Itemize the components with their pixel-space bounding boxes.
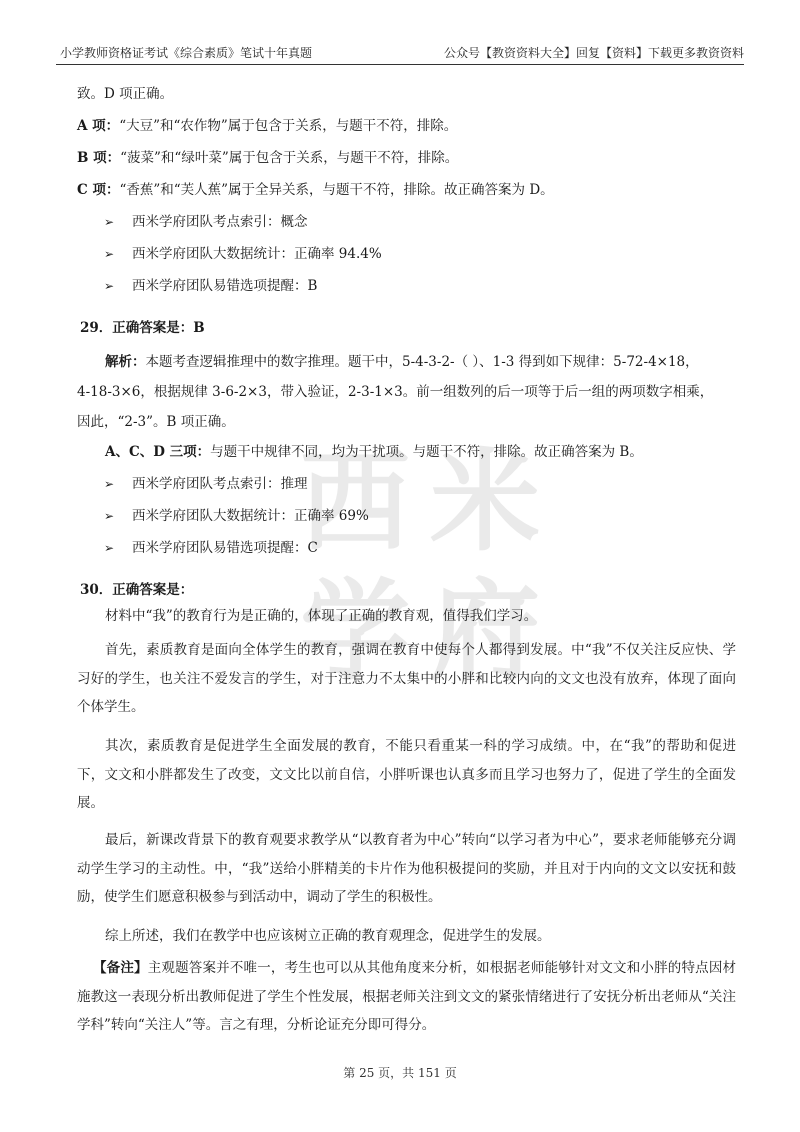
header-promo: 公众号【教资资料大全】回复【资料】下载更多教资资料 [443, 46, 744, 60]
q30-note [77, 954, 736, 1040]
page-header [56, 40, 744, 65]
note-text: 主观题答案并不唯一，考生也可以从其他角度来分析，如根据老师能够针对文文和小胖的特点因材施教这一表现分析出教师促进了学生个性发展，根据老师关注到文文的紧张情绪进行了安抚分析出老师从“关注学科”转向“关注人”等。言之有理，分析论证充分即可得分。 [77, 960, 737, 1033]
q30-paragraph-5: 综上所述，我们在教学中也应该树立正确的教育观理念，促进学生的发展。 [105, 928, 551, 944]
arrow-bullet-icon: ➢ [104, 279, 115, 293]
q28-bullet-stat [104, 240, 736, 268]
svg-text:米: 米 [430, 438, 540, 566]
q30-paragraph-3: 其次，素质教育是促进学生全面发展的教育，不能只看重某一科的学习成绩。中，在“我”的帮助和促进下，文文和小胖都发生了改变，文文比以前自信，小胖听课也认真多而且学习也努力了，促进了学生的全面发展。 [77, 738, 736, 811]
option-text: “香蕉”和“芙人蕉”属于全异关系，与题干不符，排除。故正确答案为 D。 [119, 182, 554, 198]
page-number: 第 25 页，共 151 页 [343, 1066, 457, 1080]
q28-option-c [77, 176, 736, 204]
q28-ending-line: 致。D 项正确。 [77, 86, 174, 102]
q30-paragraph-2: 首先，素质教育是面向全体学生的教育，强调在教育中使每个人都得到发展。中“我”不仅关注反应快、学习好的学生，也关注不爱发言的学生，对于注意力不太集中的小胖和比较内向的文文也没有放弃，体现了面向个体学生。 [77, 642, 736, 715]
q29-analysis-line2: 4-18-3×6，根据规律 3-6-2×3，带入验证，2-3-1×3。前一组数列的后一项等于后一组的两项数字相乘， [77, 384, 714, 400]
bullet-text: 西米学府团队易错选项提醒：C [132, 540, 318, 556]
q30-paragraph-1: 材料中“我”的教育行为是正确的，体现了正确的教育观，值得我们学习。 [105, 608, 538, 624]
note-label: 【备注】 [93, 960, 148, 976]
q30-paragraph-4: 最后，新课改背景下的教育观要求教学从“以教育者为中心”转向“以学习者为中心”，要求老师能够充分调动学生学习的主动性。中，“我”送给小胖精美的卡片作为他积极提问的奖励，并且对于内向的文文以安抚和鼓励，使学生们愿意积极参与到活动中，调动了学生的积极性。 [77, 832, 736, 905]
arrow-bullet-icon: ➢ [104, 247, 115, 261]
q28-bullet-wrong [104, 272, 736, 300]
option-label: B 项： [77, 150, 121, 166]
q30-title: 30．正确答案是： [80, 582, 194, 598]
option-label: A 项： [77, 118, 120, 134]
q29-options-acd [105, 438, 736, 466]
arrow-bullet-icon: ➢ [104, 215, 115, 229]
q29-bullet-stat [104, 502, 736, 530]
option-text: 与题干中规律不同，均为干扰项。与题干不符，排除。故正确答案为 B。 [210, 444, 643, 460]
option-text: “大豆”和“农作物”属于包含于关系，与题干不符，排除。 [119, 118, 458, 134]
q29-analysis-line3: 因此，“2-3”。B 项正确。 [77, 414, 235, 430]
option-label: A、C、D 三项： [105, 444, 211, 460]
q29-bullet-wrong [104, 534, 736, 562]
svg-text:府: 府 [430, 568, 540, 690]
arrow-bullet-icon: ➢ [104, 541, 115, 555]
bullet-text: 西米学府团队大数据统计：正确率 94.4% [132, 246, 382, 262]
analysis-label: 解析： [105, 354, 146, 370]
bullet-text: 西米学府团队易错选项提醒：B [132, 278, 318, 294]
option-label: C 项： [77, 182, 120, 198]
arrow-bullet-icon: ➢ [104, 477, 115, 491]
option-text: “菠菜”和“绿叶菜”属于包含于关系，与题干不符，排除。 [120, 150, 459, 166]
bullet-text: 西米学府团队大数据统计：正确率 69% [132, 508, 369, 524]
arrow-bullet-icon: ➢ [104, 509, 115, 523]
q28-option-b [77, 144, 736, 172]
q29-title: 29．正确答案是：B [80, 320, 205, 336]
bullet-text: 西米学府团队考点索引：推理 [132, 476, 308, 492]
q28-bullet-point [104, 208, 736, 236]
svg-text:学: 学 [300, 568, 410, 690]
analysis-text: 本题考查逻辑推理中的数字推理。题干中，5-4-3-2-（ ）、1-3 得到如下规律：5-72-4×18， [145, 354, 699, 370]
q29-analysis-line1 [105, 348, 736, 376]
bullet-text: 西米学府团队考点索引：概念 [132, 214, 308, 230]
q28-option-a [77, 112, 736, 140]
header-title: 小学教师资格证考试《综合素质》笔试十年真题 [60, 46, 313, 60]
q29-bullet-point [104, 470, 736, 498]
svg-text:西: 西 [300, 438, 410, 566]
